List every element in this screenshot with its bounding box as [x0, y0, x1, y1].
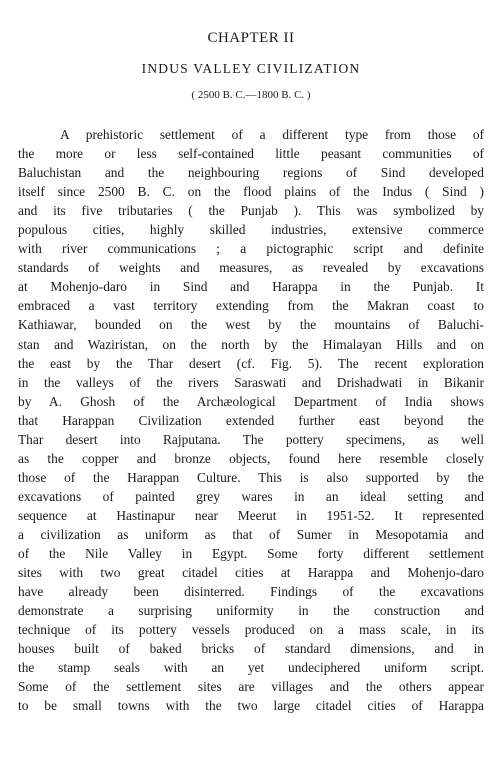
- text-line: Kathiawar, bounded on the west by the mountains of Baluchi-: [18, 317, 484, 333]
- text-line: the east by the Thar desert (cf. Fig. 5). The recent exploration: [18, 355, 484, 371]
- text-line: with river communications ; a pictographic script and definite: [18, 241, 484, 257]
- text-line: sites with two great citadel cities at Harappa and Mohenjo-daro: [18, 565, 484, 581]
- text-line: standards of weights and measures, as revealed by excavations: [18, 260, 484, 276]
- text-line: and its five tributaries ( the Punjab ). This was symbolized by: [18, 203, 484, 219]
- text-line: itself since 2500 B. C. on the flood plains of the Indus ( Sind ): [18, 184, 484, 200]
- text-line: as the copper and bronze objects, found here resemble closely: [18, 450, 484, 466]
- body-paragraph: [18, 125, 484, 715]
- text-line: the more or less self-contained little peasant communities of: [18, 146, 484, 162]
- text-line: Some of the settlement sites are villages and the others appear: [18, 679, 484, 695]
- date-range: ( 2500 B. C.—1800 B. C. ): [191, 89, 311, 101]
- text-line: of the Nile Valley in Egypt. Some forty different settlement: [18, 546, 484, 562]
- text-line: sequence at Hastinapur near Meerut in 1951-52. It represented: [18, 507, 484, 523]
- text-line: stan and Waziristan, on the north by the Himalayan Hills and on: [18, 336, 484, 352]
- text-line: to be small towns with the two large citadel cities of Harappa: [18, 698, 484, 714]
- text-line: in the valleys of the rivers Saraswati and Drishadwati in Bikanir: [18, 374, 484, 390]
- text-line: technique of its pottery vessels produced on a mass scale, in its: [18, 622, 484, 638]
- text-line: Thar desert into Rajputana. The pottery specimens, as well: [18, 431, 484, 447]
- text-line: by A. Ghosh of the Archæological Department of India shows: [18, 393, 484, 409]
- text-line: a civilization as uniform as that of Sumer in Mesopotamia and: [18, 526, 484, 542]
- text-line: populous cities, highly skilled industries, extensive commerce: [18, 222, 484, 238]
- text-line: demonstrate a surprising uniformity in the construction and: [18, 603, 484, 619]
- text-line: Baluchistan and the neighbouring regions of Sind developed: [18, 165, 484, 181]
- text-line: have already been disinterred. Findings of the excavations: [18, 584, 484, 600]
- chapter-title: INDUS VALLEY CIVILIZATION: [141, 61, 361, 76]
- text-line: those of the Harappan Culture. This is also supported by the: [18, 469, 484, 485]
- text-line: that Harappan Civilization extended further east beyond the: [18, 412, 484, 428]
- text-line: embraced a vast territory extending from the Makran coast to: [18, 298, 484, 314]
- text-line: houses built of baked bricks of standard dimensions, and in: [18, 641, 484, 657]
- text-line: the stamp seals with an yet undeciphered uniform script.: [18, 660, 484, 676]
- text-line: excavations of painted grey wares in an ideal setting and: [18, 488, 484, 504]
- text-line: at Mohenjo-daro in Sind and Harappa in the Punjab. It: [18, 279, 484, 295]
- chapter-heading: CHAPTER II: [207, 30, 295, 46]
- text-line: A prehistoric settlement of a different type from those of: [60, 127, 484, 142]
